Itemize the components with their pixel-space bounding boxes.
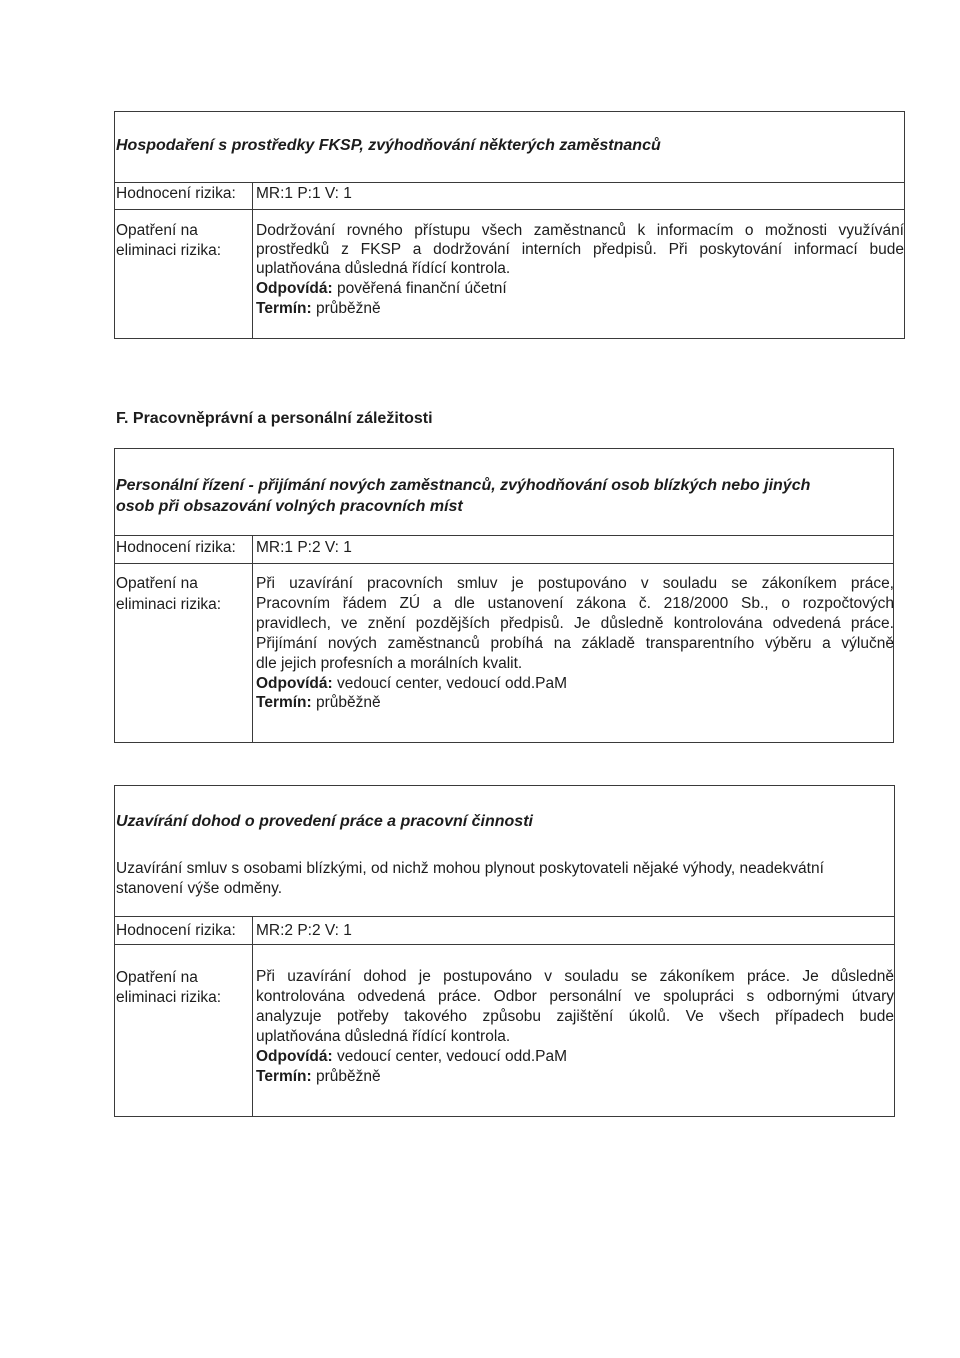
measure-line: uplatňována důsledná řídící kontrola.: [256, 260, 511, 277]
responsible: [256, 279, 507, 299]
divider: [114, 916, 895, 917]
responsible: [256, 1047, 567, 1067]
measure-line: prostředků z FKSP a dodržování interních předpisů. Při poskytování informací bude: [256, 241, 904, 258]
measure-line: pravidlech, ve znění pozdějších předpisů. Je důsledně kontrolována odvedená práce.: [256, 615, 894, 632]
responsible-label: Odpovídá:: [256, 675, 333, 692]
risk-label: Hodnocení rizika:: [116, 539, 236, 556]
term-value: průběžně: [311, 300, 381, 317]
term-label: Termín:: [256, 1068, 312, 1085]
responsible-label: Odpovídá:: [256, 280, 333, 297]
chapter-heading: F. Pracovněprávní a personální záležitosti: [116, 410, 433, 427]
measure-line: Dodržování rovného přístupu všech zaměstnanců k informacím o možnosti využívání: [256, 222, 904, 239]
measure-label: Opatření na: [116, 222, 198, 239]
section-title: Uzavírání dohod o provedení práce a pracovní činnosti: [116, 813, 533, 830]
measure-line: uplatňována důsledná řídící kontrola.: [256, 1028, 511, 1045]
measure-line: analyzuje potřeby takového způsobu zajištění úkolů. Ve všech případech bude: [256, 1008, 894, 1025]
measure-line: Při uzavírání pracovních smluv je postupováno v souladu se zákoníkem práce,: [256, 575, 894, 592]
measure-line: Pracovním řádem ZÚ a dle ustanovení zákona č. 218/2000 Sb., o rozpočtových: [256, 595, 894, 612]
divider: [114, 944, 895, 945]
responsible: [256, 674, 567, 694]
term-value: průběžně: [311, 1068, 381, 1085]
responsible-value: pověřená finanční účetní: [332, 280, 507, 297]
risk-label: Hodnocení rizika:: [116, 922, 236, 939]
responsible-value: vedoucí center, vedoucí odd.PaM: [332, 675, 568, 692]
risk-value: MR:2 P:2 V: 1: [256, 922, 352, 939]
description-line: Uzavírání smluv s osobami blízkými, od nichž mohou plynout poskytovateli nějaké výhody, neadekvátní: [116, 860, 824, 877]
measure-label: Opatření na: [116, 575, 198, 592]
description-line: stanovení výše odměny.: [116, 880, 282, 897]
divider: [114, 182, 905, 183]
measure-label: eliminaci rizika:: [116, 596, 222, 613]
term-value: průběžně: [311, 694, 381, 711]
risk-value: MR:1 P:1 V: 1: [256, 185, 352, 202]
measure-line: kontrolována odvedená práce. Odbor personální ve spolupráci s odbornými útvary: [256, 988, 894, 1005]
column-divider: [252, 182, 253, 339]
responsible-value: vedoucí center, vedoucí odd.PaM: [332, 1048, 568, 1065]
divider: [114, 535, 894, 536]
section-agreements: [114, 785, 895, 1117]
column-divider: [252, 916, 253, 1117]
measure-line: dle jejich profesních a morálních kvalit.: [256, 655, 523, 672]
measure-label: Opatření na: [116, 969, 198, 986]
risk-label: Hodnocení rizika:: [116, 185, 236, 202]
divider: [114, 209, 905, 210]
measure-line: Přijímání nových zaměstnanců probíhá na základě transparentního výběru a výlučně: [256, 635, 894, 652]
term: [256, 1067, 381, 1087]
divider: [114, 563, 894, 564]
term: [256, 693, 381, 713]
risk-value: MR:1 P:2 V: 1: [256, 539, 352, 556]
section-title: Personální řízení - přijímání nových zaměstnanců, zvýhodňování osob blízkých nebo jiných: [116, 477, 811, 494]
term: [256, 299, 381, 319]
measure-label: eliminaci rizika:: [116, 989, 222, 1006]
term-label: Termín:: [256, 694, 312, 711]
measure-line: Při uzavírání dohod je postupováno v souladu se zákoníkem práce. Je důsledně: [256, 968, 894, 985]
section-title: Hospodaření s prostředky FKSP, zvýhodňování některých zaměstnanců: [116, 137, 661, 154]
column-divider: [252, 535, 253, 743]
term-label: Termín:: [256, 300, 312, 317]
section-title: osob při obsazování volných pracovních míst: [116, 498, 463, 515]
responsible-label: Odpovídá:: [256, 1048, 333, 1065]
measure-label: eliminaci rizika:: [116, 242, 222, 259]
